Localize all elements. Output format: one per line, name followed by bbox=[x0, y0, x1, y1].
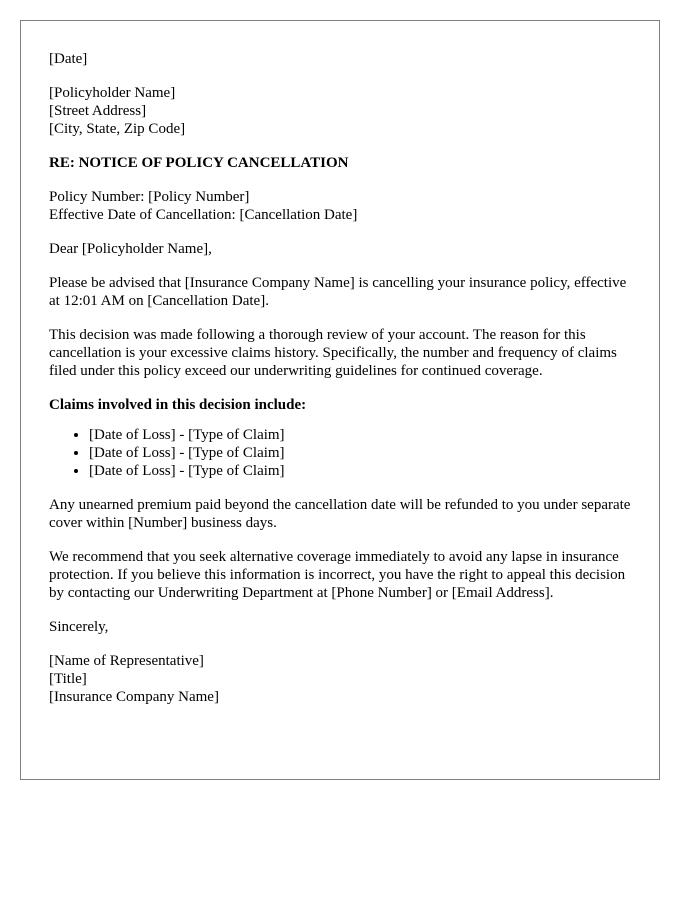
recipient-city: [City, State, Zip Code] bbox=[49, 121, 186, 137]
letter-date: [Date] bbox=[49, 51, 88, 67]
paragraph-reason: This decision was made following a thorough review of your account. The reason for this cancellation is your excessive claims history. Specifically, the number and frequency of claims filed under this policy exceed our underwriting guidelines for continued coverage. bbox=[49, 327, 617, 379]
salutation: Dear [Policyholder Name], bbox=[49, 241, 212, 257]
paragraph-refund: Any unearned premium paid beyond the cancellation date will be refunded to you under separate cover within [Number] business days. bbox=[49, 497, 631, 531]
closing: Sincerely, bbox=[49, 619, 109, 635]
claims-list bbox=[49, 426, 631, 480]
effective-date-line: Effective Date of Cancellation: [Cancellation Date] bbox=[49, 207, 358, 223]
recipient-name: [Policyholder Name] bbox=[49, 85, 176, 101]
list-item: • [Date of Loss] - [Type of Claim] bbox=[89, 426, 631, 444]
representative-name: [Name of Representative] bbox=[49, 653, 204, 669]
company-name: [Insurance Company Name] bbox=[49, 689, 219, 705]
policy-number-line: Policy Number: [Policy Number] bbox=[49, 189, 250, 205]
signature-block bbox=[49, 652, 631, 706]
list-item: • [Date of Loss] - [Type of Claim] bbox=[89, 462, 631, 480]
cancellation-letter bbox=[20, 20, 660, 780]
paragraph-recommendation: We recommend that you seek alternative coverage immediately to avoid any lapse in insurance protection. If you believe this information is incorrect, you have the right to appeal this decision by contacting our Underwriting Department at [Phone Number] or [Email Address]. bbox=[49, 549, 626, 601]
list-item: • [Date of Loss] - [Type of Claim] bbox=[89, 444, 631, 462]
recipient-address bbox=[49, 84, 631, 138]
re-line: RE: NOTICE OF POLICY CANCELLATION bbox=[49, 155, 349, 171]
claims-heading: Claims involved in this decision include: bbox=[49, 397, 307, 413]
policy-details bbox=[49, 188, 631, 224]
paragraph-cancellation-notice: Please be advised that [Insurance Company Name] is cancelling your insurance policy, effective at 12:01 AM on [Cancellation Date]. bbox=[49, 275, 627, 309]
representative-title: [Title] bbox=[49, 671, 87, 687]
recipient-street: [Street Address] bbox=[49, 103, 147, 119]
